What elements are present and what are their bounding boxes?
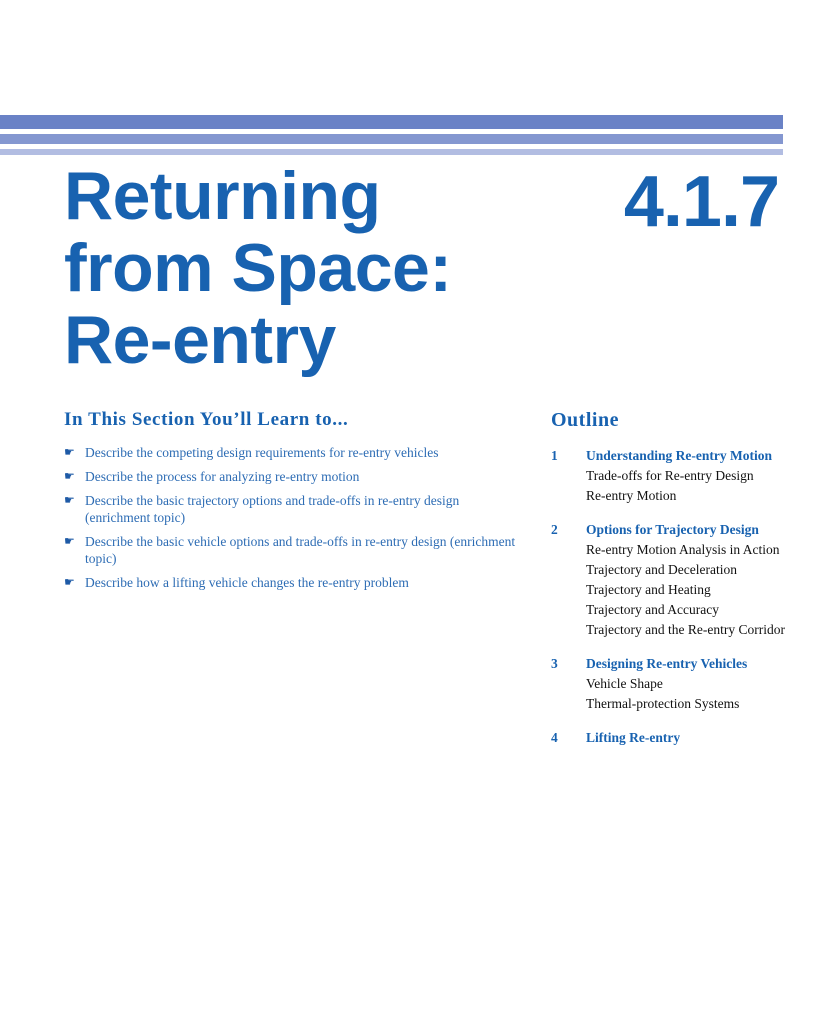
outline-subtopic: Trajectory and Accuracy: [586, 602, 719, 617]
outline-subtopic: Trajectory and the Re-entry Corridor: [586, 622, 785, 637]
outline-subtopic: Re-entry Motion Analysis in Action: [586, 542, 780, 557]
outline-subtopic: Re-entry Motion: [586, 488, 677, 503]
outline-section-title: Lifting Re-entry: [586, 730, 681, 745]
outline-subtopic: Trajectory and Heating: [586, 582, 711, 597]
learn-item-text: Describe the basic vehicle options and trade-offs in re-entry design (enrichment topic): [85, 534, 516, 566]
outline-section-title: Options for Trajectory Design: [586, 522, 759, 537]
outline-section-number: 4: [551, 730, 558, 745]
outline-section-title: Understanding Re-entry Motion: [586, 448, 772, 463]
learn-item-text: Describe the competing design requirements for re-entry vehicles: [85, 445, 439, 460]
outline-section: [551, 728, 791, 748]
learn-item-text: Describe how a lifting vehicle changes the re-entry problem: [85, 575, 409, 590]
outline-subtopic: Vehicle Shape: [586, 676, 663, 691]
outline-section: [551, 446, 791, 506]
outline-list: [551, 446, 791, 762]
page-title-line-2: from Space:: [64, 230, 452, 306]
header-band-top: [0, 115, 783, 129]
page-title: [64, 160, 452, 376]
pointing-hand-icon: ☛: [64, 534, 75, 548]
outline-section: [551, 520, 791, 640]
outline-section-number: 2: [551, 522, 558, 537]
learn-item: [64, 533, 524, 567]
page-title-line-3: Re-entry: [64, 302, 336, 378]
outline-section-number: 3: [551, 656, 558, 671]
outline-heading: Outline: [551, 409, 619, 431]
learn-item: [64, 492, 524, 526]
pointing-hand-icon: ☛: [64, 445, 75, 459]
learn-item: [64, 468, 524, 485]
learn-heading: In This Section You’ll Learn to...: [64, 409, 349, 430]
outline-subtopic: Trade-offs for Re-entry Design: [586, 468, 754, 483]
learn-list: [64, 444, 524, 598]
section-number: 4.1.7: [623, 162, 779, 242]
page-title-line-1: Returning: [64, 158, 381, 234]
outline-subtopic: Thermal-protection Systems: [586, 696, 740, 711]
pointing-hand-icon: ☛: [64, 575, 75, 589]
outline-section-number: 1: [551, 448, 558, 463]
outline-subtopic: Trajectory and Deceleration: [586, 562, 737, 577]
learn-item: [64, 444, 524, 461]
learn-item-text: Describe the process for analyzing re-entry motion: [85, 469, 360, 484]
outline-section-title: Designing Re-entry Vehicles: [586, 656, 748, 671]
learn-item-text: Describe the basic trajectory options and trade-offs in re-entry design (enrichment topic): [85, 493, 460, 525]
learn-item: [64, 574, 524, 591]
header-band-middle: [0, 134, 783, 144]
outline-section: [551, 654, 791, 714]
header-band-bottom: [0, 149, 783, 155]
pointing-hand-icon: ☛: [64, 469, 75, 483]
pointing-hand-icon: ☛: [64, 493, 75, 507]
